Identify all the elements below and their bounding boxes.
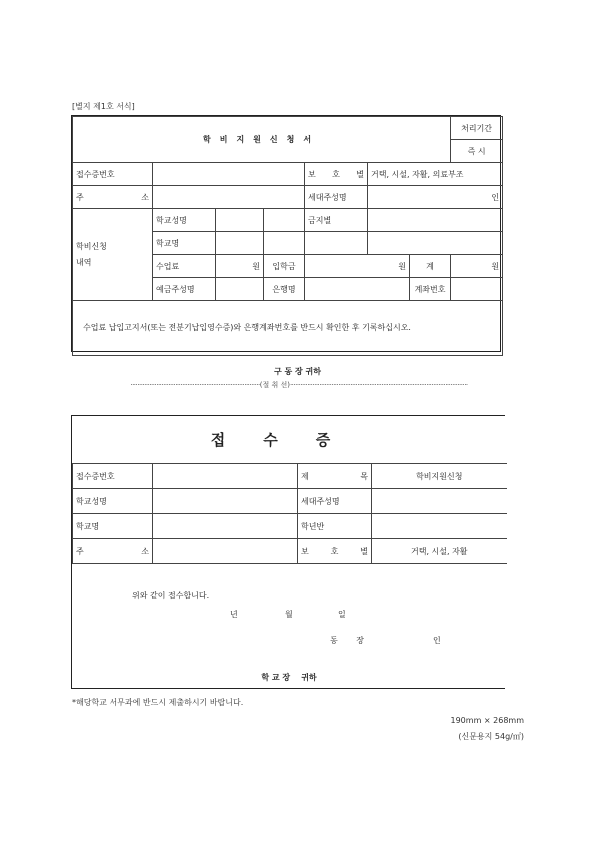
payment-type-label: 금지별 <box>305 209 368 232</box>
student-name-field[interactable] <box>153 489 298 514</box>
address-field[interactable] <box>153 186 305 209</box>
cut-line-label: (절 취 선) <box>259 381 290 389</box>
footnote: *해당학교 서무과에 반드시 제출하시기 바랍니다. <box>72 698 244 707</box>
application-note: 수업료 납입고지서(또는 전분기납입영수증)와 은행계좌번호를 반드시 확인한 후 기록하십시오. <box>73 301 503 356</box>
receipt-statement: 위와 같이 접수합니다. <box>132 591 210 600</box>
student-name-label: 학교성명 <box>73 489 153 514</box>
application-title: 학비지원신청서 <box>73 117 451 163</box>
total-label: 계 <box>410 255 451 278</box>
application-form <box>71 115 501 352</box>
grade-class-field[interactable] <box>372 514 507 539</box>
student-name-label: 학교성명 <box>153 209 216 232</box>
cut-line: ···········································································(절 취 선)······································································································· <box>130 381 468 389</box>
total-amount-field[interactable]: 원 <box>451 255 503 278</box>
receipt-number-field[interactable] <box>153 163 305 186</box>
guardian-type-options[interactable]: 거택, 시설, 자활, 의료부조 <box>368 163 503 186</box>
bank-name-field[interactable] <box>305 278 410 301</box>
receipt-number-label: 접수증번호 <box>73 163 153 186</box>
account-number-label: 계좌번호 <box>410 278 451 301</box>
bank-name-label: 은행명 <box>264 278 305 301</box>
seal-mark: 인 <box>491 192 500 202</box>
school-name-label: 학교명 <box>73 514 153 539</box>
tuition-label: 수업료 <box>153 255 216 278</box>
receipt-number-field[interactable] <box>153 464 298 489</box>
school-name-label: 학교명 <box>153 232 216 255</box>
address-label: 주 소 <box>73 186 153 209</box>
payment-type-field[interactable] <box>368 209 503 232</box>
receipt-title: 접수증 <box>73 416 507 464</box>
form-number-label: [별지 제1호 서식] <box>72 102 135 111</box>
school-name-field-4[interactable] <box>368 232 503 255</box>
receipt-form <box>71 415 505 689</box>
school-name-field-1[interactable] <box>216 232 264 255</box>
address-field[interactable] <box>153 539 298 564</box>
guardian-type-label: 보 호 별 <box>305 163 368 186</box>
tuition-amount-field[interactable]: 원 <box>216 255 264 278</box>
subject-value: 학비지원신청 <box>372 464 507 489</box>
grade-class-label: 학년반 <box>298 514 372 539</box>
date-month-label: 월 <box>285 610 293 619</box>
entrance-fee-label: 입학금 <box>264 255 305 278</box>
school-name-field-3[interactable] <box>305 232 368 255</box>
householder-name-label: 세대주성명 <box>298 489 372 514</box>
subject-label: 제 목 <box>298 464 372 489</box>
school-name-field[interactable] <box>153 514 298 539</box>
account-number-field[interactable] <box>451 278 503 301</box>
tuition-section-label: 학비신청 내역 <box>73 209 153 301</box>
official-seal-mark: 인 <box>433 636 441 645</box>
date-day-label: 일 <box>338 610 346 619</box>
paper-type: (신문용지 54g/㎡) <box>458 732 524 741</box>
depositor-name-label: 예금주성명 <box>153 278 216 301</box>
receipt-addressee: 학 교 장 귀하 <box>261 673 317 682</box>
householder-name-field[interactable] <box>372 489 507 514</box>
householder-name-field[interactable] <box>368 186 503 209</box>
paper-size: 190mm × 268mm <box>450 716 524 725</box>
receipt-number-label: 접수증번호 <box>73 464 153 489</box>
householder-name-label: 세대주성명 <box>305 186 368 209</box>
official-title: 동 장 <box>330 636 372 645</box>
student-name-field-2[interactable] <box>264 209 305 232</box>
entrance-fee-amount-field[interactable]: 원 <box>305 255 410 278</box>
receipt-confirmation <box>72 574 506 688</box>
student-name-field-1[interactable] <box>216 209 264 232</box>
processing-period-value: 즉 시 <box>451 140 503 163</box>
school-name-field-2[interactable] <box>264 232 305 255</box>
guardian-type-label: 보 호 별 <box>298 539 372 564</box>
depositor-name-field[interactable] <box>216 278 264 301</box>
guardian-type-options[interactable]: 거택, 시설, 자활 <box>372 539 507 564</box>
application-addressee: 구 동 장 귀하 <box>274 367 321 376</box>
date-year-label: 년 <box>230 610 238 619</box>
address-label: 주 소 <box>73 539 153 564</box>
processing-period-label: 처리기간 <box>451 117 503 140</box>
